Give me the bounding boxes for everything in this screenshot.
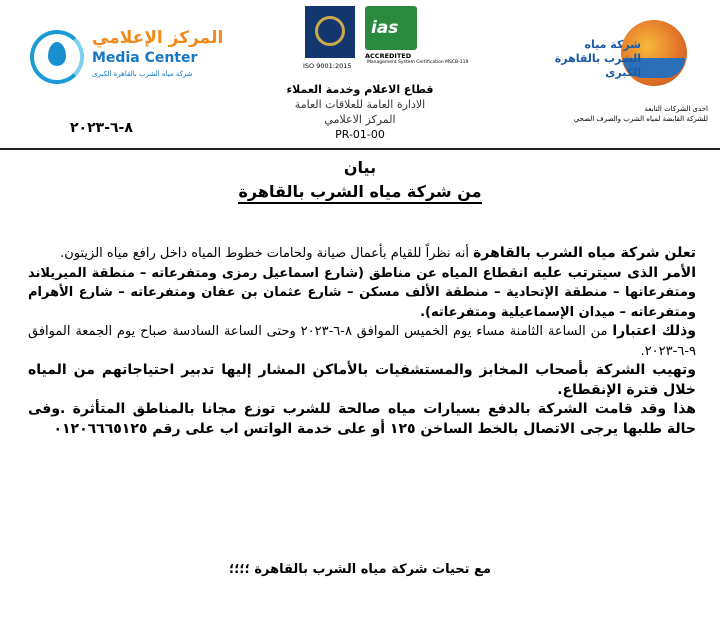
document-code: PR-01-00: [335, 128, 385, 141]
p1-lead: تعلن شركة مياه الشرب بالقاهرة: [473, 245, 696, 261]
p3-lead: وذلك اعتبارا: [612, 323, 696, 339]
p2-rest: انقطاع المياه عن مناطق (شارع اسماعيل رمزى ومتفرعاته – منطقة الميريلاند ومتفرعاتها – منطقة الإتحادية – منطقة الألف مسكن – شارع عثمان بن عفان ومتفرعاته – شارع الأهرام ومتفرعاته – ميدان الإسماعيلية ومتفرعاته).: [28, 265, 696, 320]
iso-label: ISO 9001:2015: [303, 62, 352, 70]
statement-subtitle-text: من شركة مياه الشرب بالقاهرة: [238, 182, 481, 204]
media-center-arabic: المركز الإعلامي: [92, 28, 224, 48]
paragraph-2: [28, 264, 696, 323]
closing-line: مع تحيات شركة مياه الشرب بالقاهرة ؛؛؛؛: [229, 562, 491, 577]
certification-badges: [303, 6, 469, 78]
ias-label: ias: [371, 18, 399, 38]
sector-name: قطاع الاعلام وخدمة العملاء: [286, 83, 434, 96]
p2-lead: الأمر الذى سيترتب عليه: [532, 264, 697, 281]
letterhead: [0, 0, 720, 148]
company-name: شركة مياه الشرب بالقاهرة الكبرى: [554, 38, 641, 79]
document-date: ٨-٦-٢٠٢٣: [70, 120, 133, 136]
company-affiliation: [548, 104, 708, 124]
statement-title: بيان: [343, 158, 377, 177]
company-sub2: للشركة القابضة لمياه الشرب والصرف الصحي: [573, 115, 708, 123]
water-drop-icon: [48, 42, 66, 66]
paragraph-5: هذا وقد قامت الشركة بالدفع بسيارات مياه صالحة للشرب توزع مجانا بالمناطق المتأثرة .وفى حالة طلبها يرجى الاتصال بالخط الساخن ١٢٥ أو على خدمة الواتس اب على رقم ٠١٢٠٦٦٦٥١٢٥: [28, 401, 696, 437]
media-center-logo: [30, 26, 224, 88]
company-logo: [545, 20, 695, 90]
p1-rest: أنه نظراً للقيام بأعمال صيانة ولحامات خطوط المياه داخل رافع مياه الزيتون.: [60, 246, 474, 261]
accredited-label: ACCREDITED: [365, 52, 412, 60]
statement-body: [28, 244, 696, 439]
ias-badge-icon: [365, 6, 417, 50]
paragraph-4: وتهيب الشركة بأصحاب المخابز والمستشفيات بالأماكن المشار إليها تدبير احتياجاتهم من المياه خلال فترة الإنقطاع.: [28, 362, 696, 398]
department-name: الادارة العامة للعلاقات العامة: [294, 98, 426, 111]
department-block: [240, 82, 480, 142]
iso-badge-icon: [305, 6, 355, 58]
accredited-sub: Management System Certification MSCB-119: [367, 60, 469, 65]
paragraph-3: [28, 322, 696, 361]
company-sub1: احدى الشركات التابعة: [644, 105, 708, 113]
unit-name: المركز الاعلامي: [324, 113, 396, 126]
media-center-subtitle: شركة مياه الشرب بالقاهرة الكبرى: [92, 70, 193, 78]
media-center-english: Media Center: [92, 50, 198, 66]
p3-rest: من الساعة الثامنة مساء يوم الخميس الموافق ٨-٦-٢٠٢٣ وحتى الساعة السادسة صباح يوم الجمعة الموافق ٩-٦-٢٠٢٣.: [28, 324, 696, 359]
statement-subtitle: [0, 182, 720, 201]
paragraph-1: [28, 244, 696, 264]
header-divider: [0, 148, 720, 150]
